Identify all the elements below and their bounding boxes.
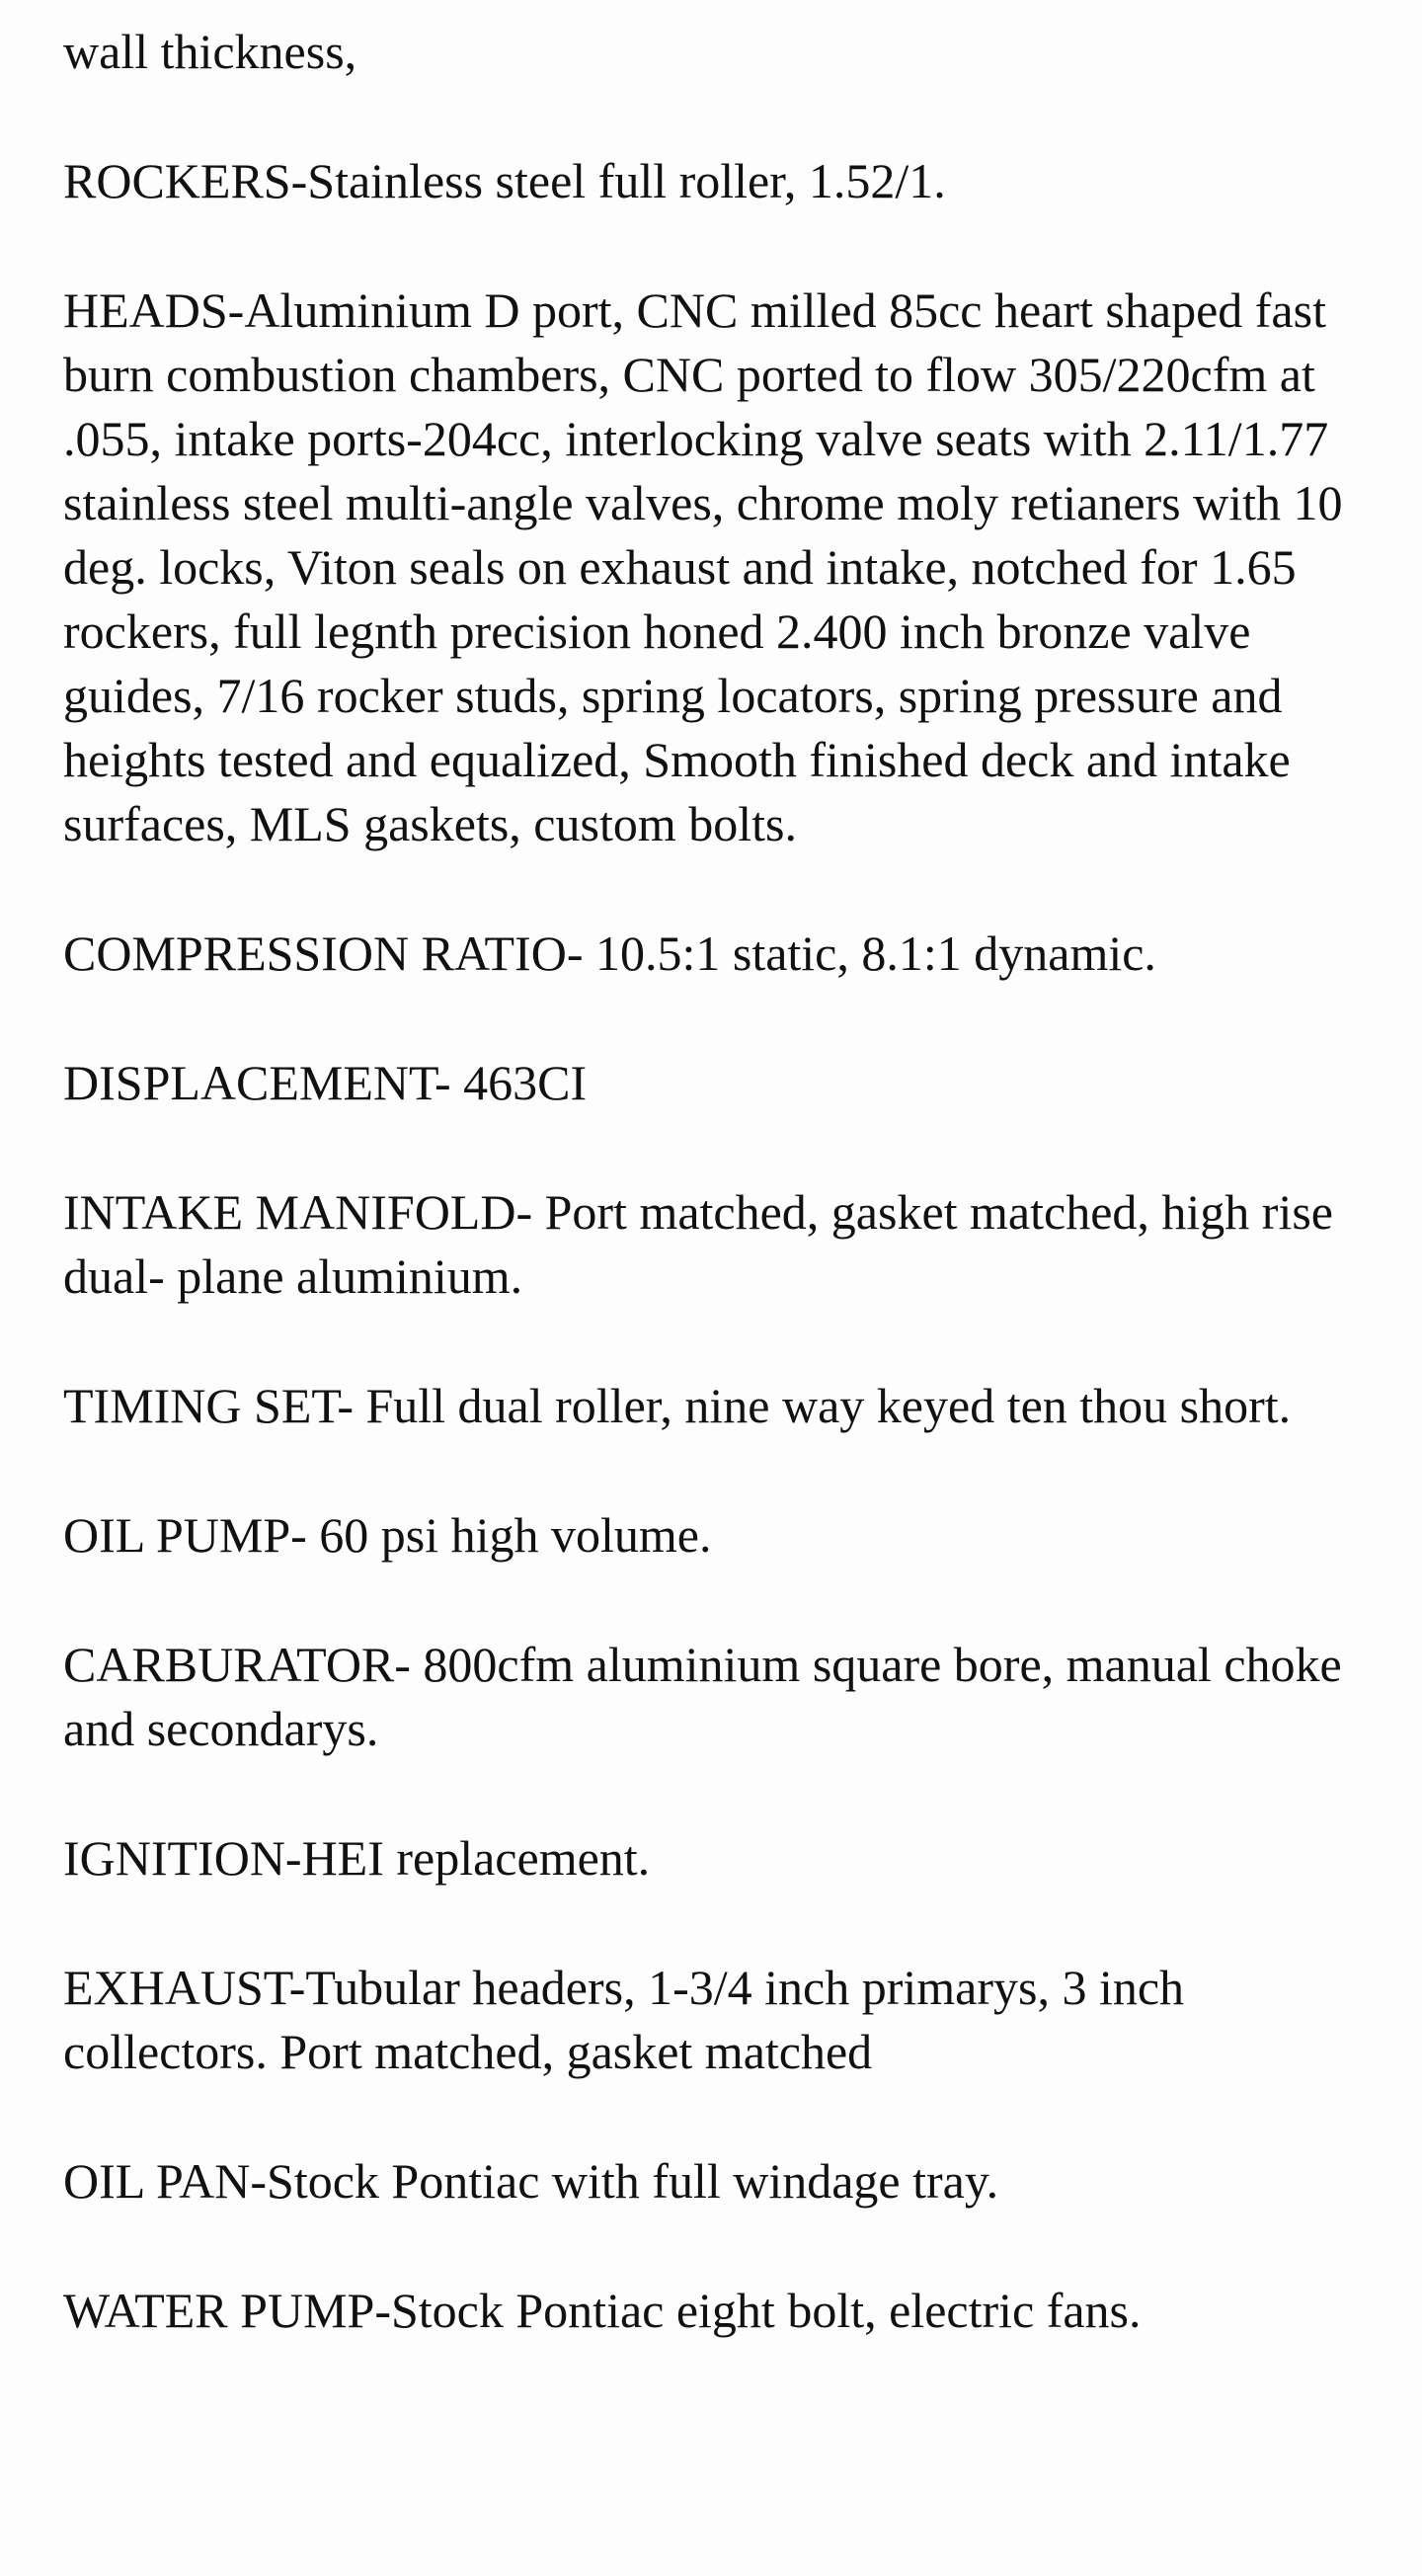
- paragraph-compression-ratio: COMPRESSION RATIO- 10.5:1 static, 8.1:1 dynamic.: [63, 926, 1156, 981]
- paragraph-displacement: DISPLACEMENT- 463CI: [63, 1055, 588, 1110]
- paragraph-ignition: IGNITION-HEI replacement.: [63, 1830, 651, 1886]
- paragraph-exhaust: EXHAUST-Tubular headers, 1-3/4 inch primarys, 3 inch collectors. Port matched, gasket matched: [63, 1960, 1185, 2079]
- paragraph-rockers: ROCKERS-Stainless steel full roller, 1.52/1.: [63, 153, 946, 208]
- paragraph-heads: HEADS-Aluminium D port, CNC milled 85cc heart shaped fast burn combustion chambers, CNC ported to flow 305/220cfm at .055, intake ports-204cc, interlocking valve seats with 2.11/1.77 stainless steel multi-angle valves, chrome moly retianers with 10 deg. locks, Viton seals on exhaust and intake, notched for 1.65 rockers, full legnth precision honed 2.400 inch bronze valve guides, 7/16 rocker studs, spring locators, spring pressure and heights tested and equalized, Smooth finished deck and intake surfaces, MLS gaskets, custom bolts.: [63, 282, 1343, 851]
- paragraph-timing-set: TIMING SET- Full dual roller, nine way keyed ten thou short.: [63, 1378, 1292, 1433]
- paragraph-water-pump: WATER PUMP-Stock Pontiac eight bolt, electric fans.: [63, 2283, 1142, 2338]
- paragraph-wall-thickness: wall thickness,: [63, 24, 357, 79]
- paragraph-intake-manifold: INTAKE MANIFOLD- Port matched, gasket matched, high rise dual- plane aluminium.: [63, 1184, 1333, 1304]
- paragraph-carburator: CARBURATOR- 800cfm aluminium square bore, manual choke and secondarys.: [63, 1637, 1342, 1756]
- paragraph-oil-pump: OIL PUMP- 60 psi high volume.: [63, 1507, 712, 1563]
- paragraph-oil-pan: OIL PAN-Stock Pontiac with full windage tray.: [63, 2153, 999, 2209]
